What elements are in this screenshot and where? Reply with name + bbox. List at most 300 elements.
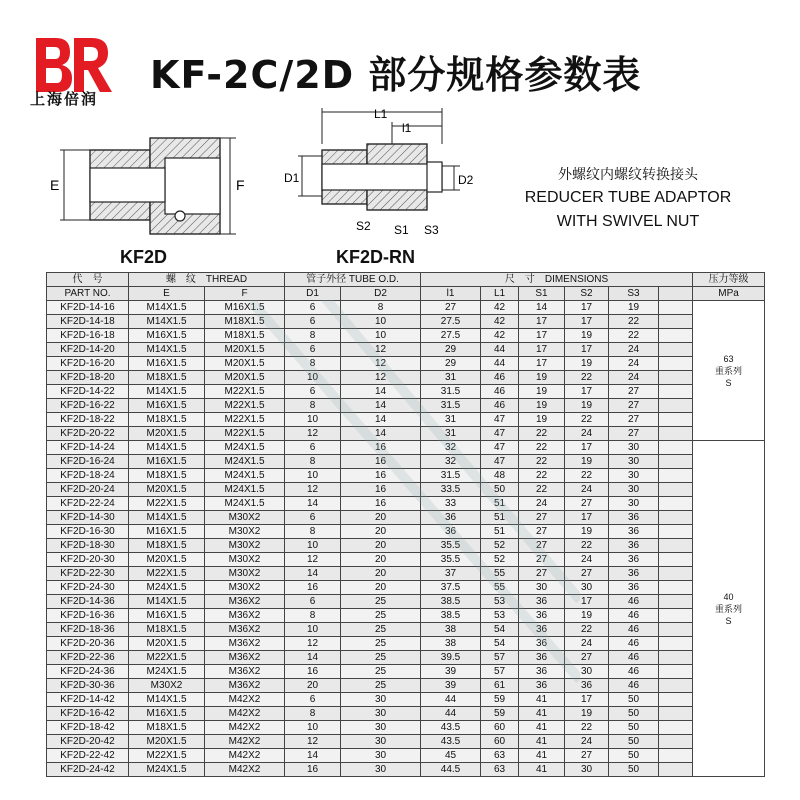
label-d2: D2 — [458, 173, 474, 187]
table-cell: M18X1.5 — [129, 371, 205, 385]
table-cell: 24 — [519, 497, 565, 511]
kf2d-rn-caption: KF2D-RN — [336, 247, 415, 267]
table-cell: 46 — [609, 637, 659, 651]
table-cell: KF2D-22-42 — [47, 749, 129, 763]
table-cell: 20 — [341, 511, 421, 525]
table-cell: KF2D-22-30 — [47, 567, 129, 581]
table-cell: M16X1.5 — [129, 609, 205, 623]
pressure-group — [693, 441, 765, 777]
table-cell: 30 — [519, 581, 565, 595]
table-cell: KF2D-18-30 — [47, 539, 129, 553]
table-cell: 27 — [519, 567, 565, 581]
table-cell-blank — [659, 749, 693, 763]
table-cell: KF2D-18-22 — [47, 413, 129, 427]
table-row — [47, 301, 765, 315]
table-cell: 10 — [285, 469, 341, 483]
header-f: F — [205, 287, 285, 301]
table-cell: M14X1.5 — [129, 301, 205, 315]
table-cell: KF2D-24-42 — [47, 763, 129, 777]
spec-table — [46, 272, 765, 777]
table-cell: KF2D-18-20 — [47, 371, 129, 385]
table-cell: 36 — [519, 651, 565, 665]
table-cell: KF2D-14-36 — [47, 595, 129, 609]
table-cell: M24X1.5 — [129, 581, 205, 595]
table-cell: 27 — [519, 525, 565, 539]
table-cell: 35.5 — [421, 553, 481, 567]
table-cell: 47 — [481, 427, 519, 441]
table-cell: 48 — [481, 469, 519, 483]
table-cell-blank — [659, 441, 693, 455]
description-en-2: WITH SWIVEL NUT — [556, 213, 700, 230]
table-cell: M18X1.5 — [129, 413, 205, 427]
table-cell: 41 — [519, 735, 565, 749]
table-cell: 25 — [341, 623, 421, 637]
table-cell: 22 — [565, 371, 609, 385]
kf2d-rn-drawing — [282, 104, 482, 244]
table-row — [47, 567, 765, 581]
table-row — [47, 371, 765, 385]
table-cell: 31.5 — [421, 399, 481, 413]
table-cell-blank — [659, 399, 693, 413]
table-cell: 25 — [341, 595, 421, 609]
table-cell: M30X2 — [205, 525, 285, 539]
table-cell: M24X1.5 — [205, 441, 285, 455]
table-cell: M20X1.5 — [205, 371, 285, 385]
table-cell: M24X1.5 — [129, 763, 205, 777]
header-e: E — [129, 287, 205, 301]
pressure-code: S — [725, 615, 732, 626]
table-cell: 16 — [285, 763, 341, 777]
table-cell-blank — [659, 553, 693, 567]
table-cell: 24 — [565, 637, 609, 651]
table-cell: 36 — [609, 553, 659, 567]
table-cell: 22 — [609, 315, 659, 329]
table-cell: 6 — [285, 385, 341, 399]
table-cell: 46 — [609, 623, 659, 637]
table-cell: 17 — [565, 385, 609, 399]
header-l1-small: l1 — [421, 287, 481, 301]
table-cell: M30X2 — [205, 539, 285, 553]
table-cell: 12 — [285, 483, 341, 497]
table-cell: 27 — [519, 539, 565, 553]
table-cell: M14X1.5 — [129, 511, 205, 525]
table-row — [47, 763, 765, 777]
table-cell: 36 — [519, 665, 565, 679]
table-cell: 27 — [565, 749, 609, 763]
table-cell: M18X1.5 — [129, 623, 205, 637]
table-cell: KF2D-16-42 — [47, 707, 129, 721]
table-cell: M14X1.5 — [129, 315, 205, 329]
table-cell-blank — [659, 371, 693, 385]
table-cell: 41 — [519, 721, 565, 735]
table-cell-blank — [659, 595, 693, 609]
table-row — [47, 693, 765, 707]
header-dimensions: 尺 寸 DIMENSIONS — [421, 273, 693, 287]
table-cell: 24 — [565, 483, 609, 497]
table-cell: 32 — [421, 441, 481, 455]
table-cell: 14 — [285, 749, 341, 763]
table-row — [47, 609, 765, 623]
table-cell: 20 — [341, 581, 421, 595]
table-cell: 36 — [609, 539, 659, 553]
table-cell: 54 — [481, 637, 519, 651]
label-f: F — [236, 177, 245, 193]
table-cell: M36X2 — [205, 651, 285, 665]
table-cell: 8 — [285, 455, 341, 469]
table-cell: 30 — [609, 497, 659, 511]
table-cell: M18X1.5 — [205, 329, 285, 343]
table-cell: M16X1.5 — [129, 707, 205, 721]
table-cell: 46 — [481, 371, 519, 385]
table-cell: M42X2 — [205, 749, 285, 763]
table-cell: 19 — [519, 413, 565, 427]
table-cell: 36 — [519, 609, 565, 623]
table-cell: 31.5 — [421, 385, 481, 399]
table-cell: KF2D-16-36 — [47, 609, 129, 623]
header-s3: S3 — [609, 287, 659, 301]
table-cell: 44 — [481, 357, 519, 371]
table-cell-blank — [659, 637, 693, 651]
table-cell: KF2D-20-22 — [47, 427, 129, 441]
table-cell: 50 — [609, 693, 659, 707]
table-cell: 36 — [519, 595, 565, 609]
table-row — [47, 427, 765, 441]
table-cell: 14 — [341, 399, 421, 413]
table-cell: KF2D-20-30 — [47, 553, 129, 567]
table-cell: 55 — [481, 567, 519, 581]
table-cell: 42 — [481, 301, 519, 315]
table-cell: 16 — [341, 497, 421, 511]
table-cell: 46 — [609, 651, 659, 665]
table-cell: 17 — [565, 511, 609, 525]
pressure-code: S — [725, 377, 732, 388]
table-cell: 30 — [341, 693, 421, 707]
table-cell: M14X1.5 — [129, 595, 205, 609]
table-cell: 10 — [285, 539, 341, 553]
table-cell: 27 — [609, 399, 659, 413]
table-cell: 29 — [421, 357, 481, 371]
table-cell-blank — [659, 707, 693, 721]
table-row — [47, 483, 765, 497]
table-cell: 53 — [481, 595, 519, 609]
table-cell: 38 — [421, 637, 481, 651]
table-cell: M42X2 — [205, 693, 285, 707]
table-cell: M24X1.5 — [129, 665, 205, 679]
table-cell: M42X2 — [205, 763, 285, 777]
table-cell: 14 — [341, 413, 421, 427]
table-cell: 35.5 — [421, 539, 481, 553]
table-cell: 36 — [609, 567, 659, 581]
table-cell: 36 — [519, 679, 565, 693]
table-cell: 39.5 — [421, 651, 481, 665]
kf2d-caption: KF2D — [120, 247, 168, 267]
table-cell: 27.5 — [421, 329, 481, 343]
table-cell: 27 — [565, 567, 609, 581]
header-pressure: 压力等级 — [693, 273, 765, 287]
table-cell: 44 — [481, 343, 519, 357]
table-cell: M30X2 — [205, 581, 285, 595]
table-cell: 50 — [481, 483, 519, 497]
table-cell: 61 — [481, 679, 519, 693]
table-cell: KF2D-30-36 — [47, 679, 129, 693]
table-cell: 8 — [285, 357, 341, 371]
table-cell: 33 — [421, 497, 481, 511]
table-cell: 6 — [285, 693, 341, 707]
table-row — [47, 469, 765, 483]
table-cell: 8 — [341, 301, 421, 315]
table-cell: M18X1.5 — [205, 315, 285, 329]
table-cell: 24 — [609, 371, 659, 385]
table-cell: 50 — [609, 749, 659, 763]
table-cell: 47 — [481, 441, 519, 455]
table-cell: KF2D-16-30 — [47, 525, 129, 539]
table-cell: 12 — [341, 371, 421, 385]
table-cell: M42X2 — [205, 721, 285, 735]
table-cell: M24X1.5 — [205, 483, 285, 497]
table-cell-blank — [659, 567, 693, 581]
table-cell: 6 — [285, 315, 341, 329]
table-cell: 25 — [341, 665, 421, 679]
table-cell: M30X2 — [205, 567, 285, 581]
table-cell: KF2D-20-24 — [47, 483, 129, 497]
table-cell: 19 — [519, 385, 565, 399]
table-cell: M30X2 — [129, 679, 205, 693]
table-cell: 54 — [481, 623, 519, 637]
table-cell: 17 — [519, 315, 565, 329]
table-cell: M16X1.5 — [129, 399, 205, 413]
table-row — [47, 553, 765, 567]
table-cell: 25 — [341, 679, 421, 693]
table-cell-blank — [659, 357, 693, 371]
table-cell: M16X1.5 — [129, 357, 205, 371]
table-cell: 22 — [565, 469, 609, 483]
table-cell: 14 — [519, 301, 565, 315]
table-cell: 16 — [341, 455, 421, 469]
table-cell: 45 — [421, 749, 481, 763]
table-cell: M14X1.5 — [129, 385, 205, 399]
table-cell: 17 — [519, 329, 565, 343]
table-cell: 30 — [565, 763, 609, 777]
table-cell: 52 — [481, 553, 519, 567]
table-cell: KF2D-14-18 — [47, 315, 129, 329]
table-cell: 39 — [421, 679, 481, 693]
header-s1: S1 — [519, 287, 565, 301]
header-thread: 螺 纹 THREAD — [129, 273, 285, 287]
table-cell-blank — [659, 301, 693, 315]
table-cell: M22X1.5 — [129, 497, 205, 511]
table-cell: 19 — [565, 609, 609, 623]
table-cell: M22X1.5 — [129, 651, 205, 665]
table-cell: 31 — [421, 427, 481, 441]
table-cell: 57 — [481, 665, 519, 679]
table-cell: 17 — [519, 343, 565, 357]
table-cell: M16X1.5 — [205, 301, 285, 315]
table-cell: 10 — [285, 413, 341, 427]
table-cell: M14X1.5 — [129, 441, 205, 455]
table-cell: M30X2 — [205, 511, 285, 525]
table-cell: 6 — [285, 595, 341, 609]
table-cell: 31 — [421, 413, 481, 427]
table-cell: 44.5 — [421, 763, 481, 777]
table-cell: 51 — [481, 497, 519, 511]
table-cell: 24 — [565, 427, 609, 441]
table-cell: KF2D-22-24 — [47, 497, 129, 511]
table-cell: 27 — [609, 427, 659, 441]
table-cell: 50 — [609, 735, 659, 749]
table-row — [47, 623, 765, 637]
table-cell: M22X1.5 — [129, 749, 205, 763]
table-cell: 46 — [609, 665, 659, 679]
table-row — [47, 707, 765, 721]
table-cell: KF2D-24-36 — [47, 665, 129, 679]
table-cell: KF2D-24-30 — [47, 581, 129, 595]
table-cell: 60 — [481, 721, 519, 735]
table-cell: M14X1.5 — [129, 343, 205, 357]
table-cell: 14 — [341, 427, 421, 441]
table-cell: 19 — [565, 525, 609, 539]
table-cell: 19 — [565, 707, 609, 721]
table-cell: 16 — [341, 483, 421, 497]
table-cell: KF2D-14-22 — [47, 385, 129, 399]
table-cell: 43.5 — [421, 721, 481, 735]
table-cell: 17 — [565, 315, 609, 329]
table-cell: KF2D-20-42 — [47, 735, 129, 749]
table-cell: M36X2 — [205, 609, 285, 623]
brand-name: 上海倍润 — [30, 90, 99, 108]
table-cell: 30 — [341, 707, 421, 721]
header-code: 代 号 — [47, 273, 129, 287]
table-cell: 16 — [285, 581, 341, 595]
table-cell: 20 — [341, 539, 421, 553]
label-s2: S2 — [356, 219, 371, 233]
table-cell-blank — [659, 329, 693, 343]
table-cell: 17 — [565, 343, 609, 357]
table-cell: 16 — [285, 665, 341, 679]
header-mpa: MPa — [693, 287, 765, 301]
table-cell: 6 — [285, 511, 341, 525]
table-cell: 12 — [341, 357, 421, 371]
table-cell: 24 — [565, 735, 609, 749]
table-cell: 46 — [609, 609, 659, 623]
table-cell: KF2D-16-18 — [47, 329, 129, 343]
table-cell: M36X2 — [205, 595, 285, 609]
table-row — [47, 315, 765, 329]
table-cell: M36X2 — [205, 679, 285, 693]
table-cell: 17 — [565, 441, 609, 455]
table-cell: 36 — [519, 623, 565, 637]
table-cell-blank — [659, 413, 693, 427]
table-cell: KF2D-14-16 — [47, 301, 129, 315]
table-cell: 22 — [519, 441, 565, 455]
table-cell: 47 — [481, 413, 519, 427]
table-cell: 6 — [285, 301, 341, 315]
table-cell: M20X1.5 — [129, 483, 205, 497]
header-blank — [659, 287, 693, 301]
table-cell: M36X2 — [205, 623, 285, 637]
table-cell: 6 — [285, 343, 341, 357]
table-cell: 46 — [609, 679, 659, 693]
table-cell: 29 — [421, 343, 481, 357]
spec-table-body — [47, 301, 765, 777]
table-row — [47, 637, 765, 651]
table-cell: 22 — [565, 539, 609, 553]
description-en-1: REDUCER TUBE ADAPTOR — [524, 189, 732, 206]
table-cell: M22X1.5 — [205, 399, 285, 413]
table-cell: M20X1.5 — [129, 553, 205, 567]
table-cell: 50 — [609, 763, 659, 777]
table-cell: 19 — [609, 301, 659, 315]
pressure-value: 63 — [723, 353, 734, 364]
table-cell: 36 — [609, 525, 659, 539]
table-cell: KF2D-18-36 — [47, 623, 129, 637]
table-cell: KF2D-18-24 — [47, 469, 129, 483]
table-cell: 25 — [341, 609, 421, 623]
table-cell-blank — [659, 525, 693, 539]
table-cell-blank — [659, 483, 693, 497]
table-cell: 33.5 — [421, 483, 481, 497]
table-cell: 38 — [421, 623, 481, 637]
table-cell: 8 — [285, 525, 341, 539]
table-cell: 36 — [421, 511, 481, 525]
table-cell: 8 — [285, 609, 341, 623]
table-cell: 42 — [481, 315, 519, 329]
header-l1-big: L1 — [481, 287, 519, 301]
label-d1: D1 — [284, 171, 300, 185]
table-row — [47, 721, 765, 735]
table-cell: 10 — [341, 315, 421, 329]
table-cell: 30 — [341, 763, 421, 777]
table-cell: 30 — [609, 469, 659, 483]
table-row — [47, 595, 765, 609]
header-d1: D1 — [285, 287, 341, 301]
table-row — [47, 651, 765, 665]
table-cell: M20X1.5 — [205, 343, 285, 357]
table-cell: 52 — [481, 539, 519, 553]
table-cell: M24X1.5 — [205, 497, 285, 511]
header-s2: S2 — [565, 287, 609, 301]
table-cell-blank — [659, 651, 693, 665]
table-cell: 55 — [481, 581, 519, 595]
table-cell-blank — [659, 427, 693, 441]
page-title: KF-2C/2D 部分规格参数表 — [150, 53, 642, 97]
table-row — [47, 413, 765, 427]
table-cell: M20X1.5 — [129, 735, 205, 749]
table-cell: 30 — [609, 455, 659, 469]
table-cell-blank — [659, 721, 693, 735]
table-cell-blank — [659, 665, 693, 679]
table-cell: 43.5 — [421, 735, 481, 749]
table-cell: 27 — [421, 301, 481, 315]
table-cell: 36 — [519, 637, 565, 651]
table-cell: 25 — [341, 637, 421, 651]
table-row — [47, 385, 765, 399]
table-cell: M30X2 — [205, 553, 285, 567]
table-cell: M42X2 — [205, 707, 285, 721]
table-cell: KF2D-20-36 — [47, 637, 129, 651]
table-cell: M24X1.5 — [205, 455, 285, 469]
table-row — [47, 511, 765, 525]
table-cell: 12 — [285, 735, 341, 749]
table-cell: 36 — [609, 511, 659, 525]
table-cell: 38.5 — [421, 595, 481, 609]
table-row — [47, 441, 765, 455]
table-cell: M36X2 — [205, 637, 285, 651]
table-cell: KF2D-22-36 — [47, 651, 129, 665]
table-cell-blank — [659, 455, 693, 469]
table-row — [47, 735, 765, 749]
table-cell: 22 — [519, 427, 565, 441]
table-cell: 12 — [285, 637, 341, 651]
